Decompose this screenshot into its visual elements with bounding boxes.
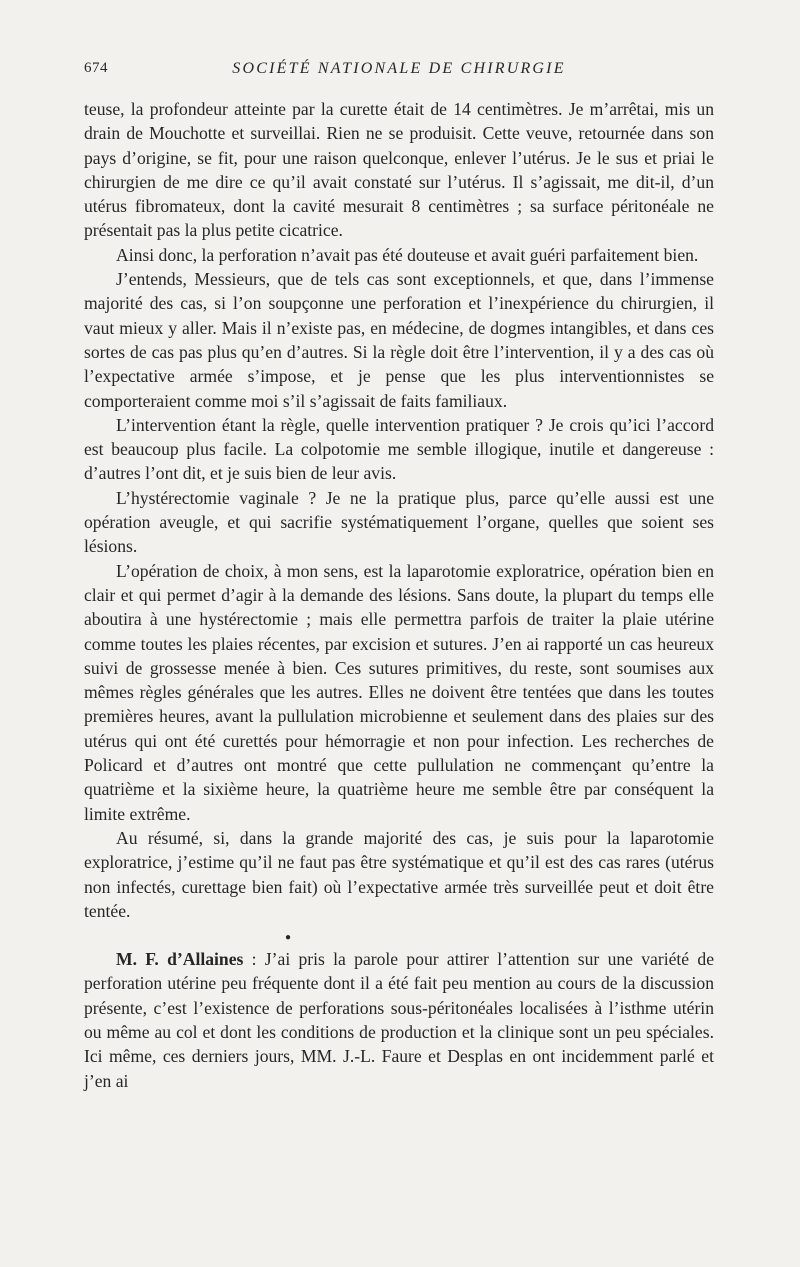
speaker-text: : J’ai pris la parole pour attirer l’attention sur une variété de perforation utérine peu fréquente dont il a été fait peu mention au cours de la discussion présente, c’est l’existence de perforations sous-péritonéales localisées à l’isthme utérin ou même au col et dont les conditions de production et la clinique sont un peu spéciales. Ici même, ces derniers jours, MM. J.-L. Faure et Desplas en ont incidemment parlé et j’en ai — [84, 949, 714, 1091]
paragraph: teuse, la profondeur atteinte par la curette était de 14 centimètres. Je m’arrêtai, mis un drain de Mouchotte et surveillai. Rien ne se produisit. Cette veuve, retournée dans son pays d’origine, se fit, pour une raison quelconque, enlever l’utérus. Je le sus et priai le chirurgien de me dire ce qu’il avait constaté sur l’utérus. Il s’agissait, me dit-il, d’un utérus fibromateux, dont la cavité mesurait 8 centimètres ; sa surface péritonéale ne présentait pas la plus petite cicatrice. — [84, 99, 714, 241]
section-separator — [84, 923, 714, 947]
paragraph: Ainsi donc, la perforation n’avait pas été douteuse et avait guéri parfaitement bien. — [116, 244, 699, 265]
page-header — [84, 60, 714, 88]
body-text — [84, 97, 714, 1093]
running-title: SOCIÉTÉ NATIONALE DE CHIRURGIE — [232, 60, 566, 77]
paragraph: L’opération de choix, à mon sens, est la laparotomie exploratrice, opération bien en clair et qui permet d’agir à la demande des lésions. Sans doute, la plupart du temps elle aboutira à une hystérectomie ; mais elle permettra parfois de traiter la plaie utérine comme toutes les plaies récentes, par excision et sutures. J’en ai rapporté un cas heureux suivi de grossesse menée à bien. Ces sutures primitives, du reste, sont soumises aux mêmes règles générales que les autres. Elles ne doivent être tentées que dans les toutes premières heures, avant la pullulation microbienne et seulement dans des plaies sur des utérus qui ont été curettés pour hémorragie et non pour infection. Les recherches de Policard et d’autres ont montré que cette pullulation ne commençant qu’entre la quatrième et la sixième heure, la quatrième heure me semble être par conséquent la limite extrême. — [84, 560, 714, 824]
separator-dot: ● — [285, 932, 292, 944]
speaker-paragraph — [84, 947, 714, 1093]
page-number: 674 — [84, 60, 108, 76]
paragraph: J’entends, Messieurs, que de tels cas sont exceptionnels, et que, dans l’immense majorité des cas, si l’on soupçonne une perforation et l’inexpérience du chirurgien, il vaut mieux y aller. Mais il n’existe pas, en médecine, de dogmes intangibles, et dans ces sortes de cas pas plus qu’en d’autres. Si la règle doit être l’intervention, il y a des cas où l’expectative armée s’impose, et je pense que les plus interventionnistes se comporteraient comme moi s’il s’agissait de faits familiaux. — [84, 269, 714, 411]
paragraph: L’intervention étant la règle, quelle intervention pratiquer ? Je crois qu’ici l’accord est beaucoup plus facile. La colpotomie me semble illogique, inutile et dangereuse : d’autres l’ont dit, et je suis bien de leur avis. — [84, 414, 714, 484]
paragraph: L’hystérectomie vaginale ? Je ne la pratique plus, parce qu’elle aussi est une opération aveugle, et qui sacrifie systématiquement l’organe, quelles que soient ses lésions. — [84, 487, 714, 557]
speaker-name: M. F. d’Allaines — [116, 949, 244, 970]
paragraph: Au résumé, si, dans la grande majorité des cas, je suis pour la laparotomie exploratrice, j’estime qu’il ne faut pas être systématique et qu’il est des cas rares (utérus non infectés, curettage bien fait) où l’expectative armée très surveillée peut et doit être tentée. — [84, 827, 714, 921]
